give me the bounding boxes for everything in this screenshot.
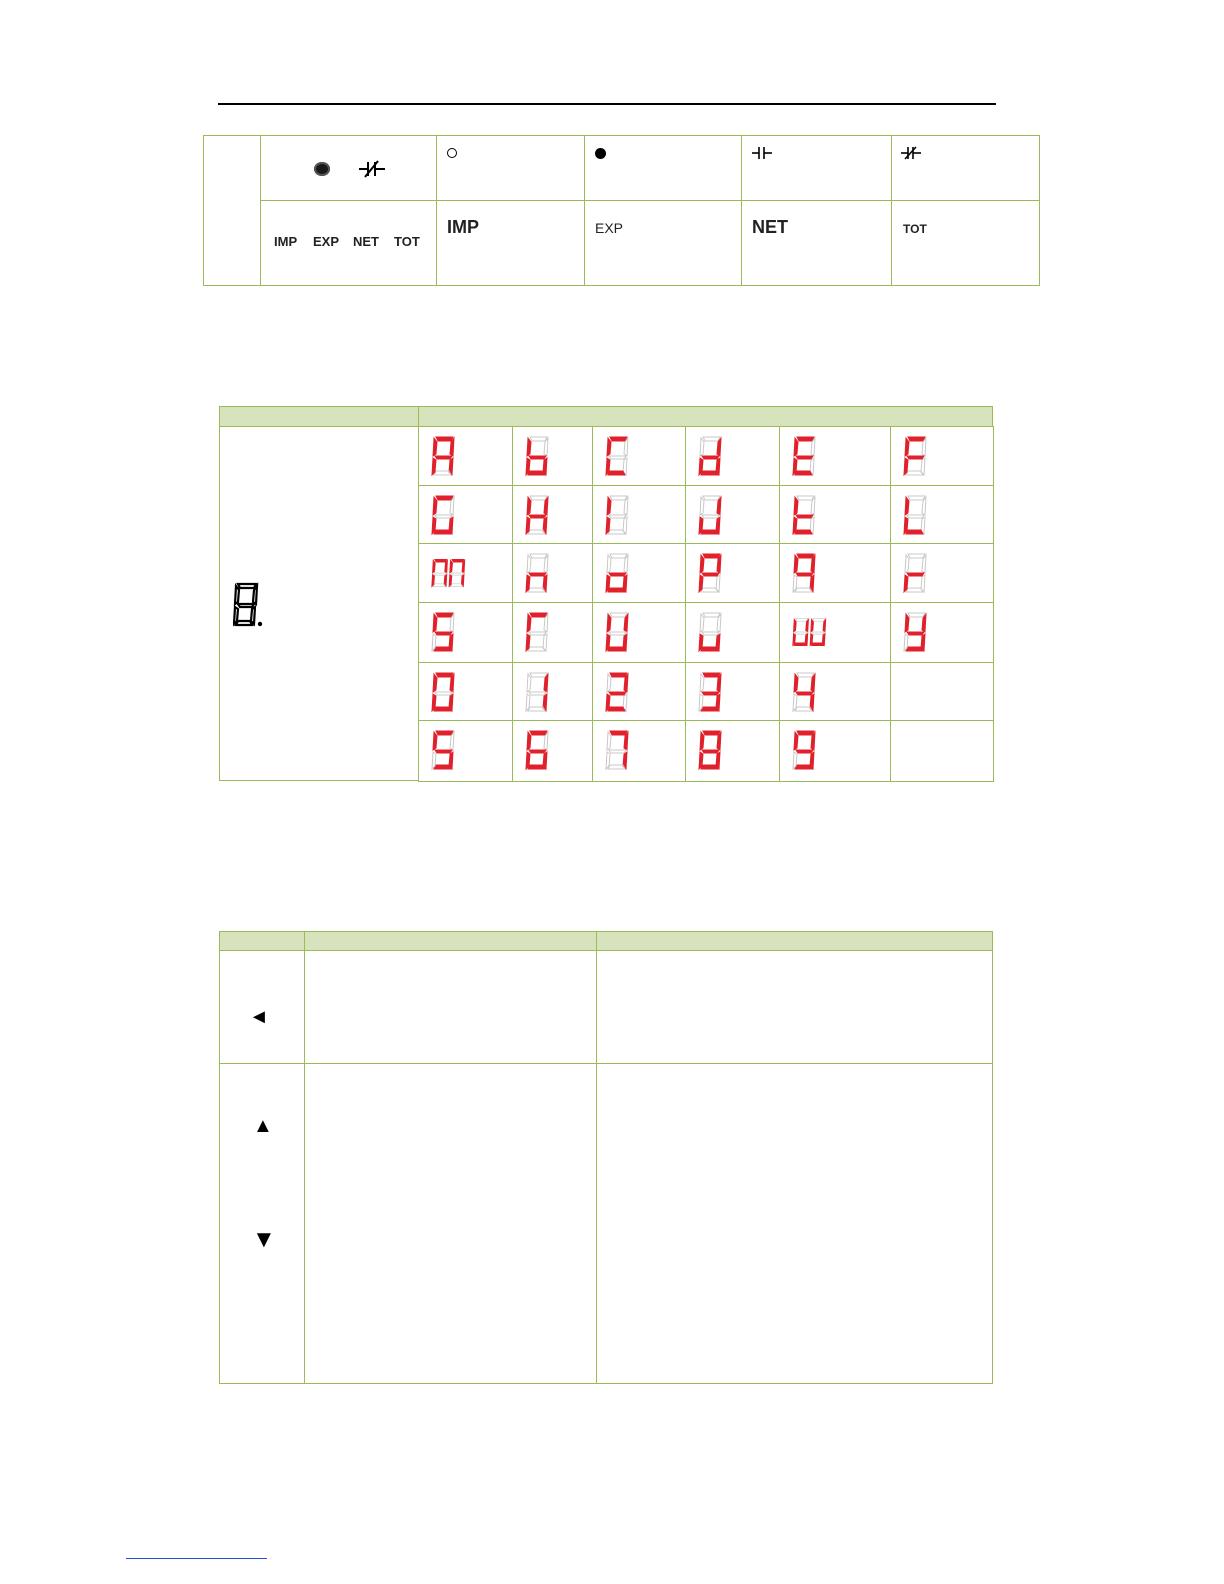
segment-glyph-8	[698, 730, 724, 770]
segment-glyph-5	[431, 730, 457, 770]
segment-cell	[592, 543, 686, 603]
left-arrow-icon: ◄	[249, 1006, 269, 1028]
legend-net: NET	[353, 234, 379, 249]
legend-imp: IMP	[274, 234, 298, 249]
segment-cell	[418, 602, 513, 663]
segment-cell	[418, 426, 513, 486]
header-rule	[218, 103, 996, 105]
header-cell-left	[219, 406, 419, 427]
segment-cell	[779, 426, 891, 486]
segment-cell	[592, 720, 686, 782]
desc-cell-left-1	[304, 950, 597, 1064]
label-cell-exp	[584, 200, 742, 286]
solid-circle-icon	[595, 148, 606, 159]
segment-glyph-6	[525, 730, 551, 770]
segment-glyph-U	[605, 612, 631, 652]
segment-cell	[592, 662, 686, 721]
label-cell-tot	[891, 200, 1040, 286]
header-cell-mode2	[596, 931, 993, 951]
segment-glyph-d	[698, 436, 724, 476]
segment-cell	[592, 485, 686, 544]
segment-cell	[685, 543, 780, 603]
segment-glyph-P	[698, 553, 724, 593]
segment-cell	[512, 662, 593, 721]
segment-glyph-T	[525, 612, 551, 652]
segment-glyph-2	[605, 672, 631, 712]
indicator-cell-4	[891, 135, 1040, 201]
segment-cell	[512, 485, 593, 544]
segment-glyph-M	[431, 553, 467, 593]
up-arrow-icon: ▲	[253, 1115, 273, 1137]
segment-glyph-1	[525, 672, 551, 712]
legend-cell-labels	[260, 200, 437, 286]
segment-cell	[685, 662, 780, 721]
segment-glyph-r	[903, 553, 929, 593]
segment-glyph-G	[431, 495, 457, 535]
label-cell-imp	[436, 200, 585, 286]
segment-cell	[890, 602, 994, 663]
label-tot: TOT	[903, 222, 927, 236]
segment-glyph-4	[792, 672, 818, 712]
segment-display-table	[219, 406, 993, 781]
legend-cell-symbols	[260, 135, 437, 201]
indicator-cell-2	[584, 135, 742, 201]
segment-glyph-y	[903, 612, 929, 652]
desc-cell-updown-1	[304, 1063, 597, 1384]
contact-closed-icon	[901, 146, 921, 160]
segment-cell	[779, 485, 891, 544]
desc-cell-updown-2	[596, 1063, 993, 1384]
segment-cell	[685, 485, 780, 544]
segment-cell	[418, 720, 513, 782]
label-imp: IMP	[447, 217, 480, 237]
segment-cell	[890, 720, 994, 782]
segment-cell	[685, 720, 780, 782]
segment-glyph-H	[525, 495, 551, 535]
segment-glyph-K	[792, 495, 818, 535]
segment-glyph-q	[792, 553, 818, 593]
label-cell-net	[741, 200, 892, 286]
segment-glyph-9	[792, 730, 818, 770]
digit-eight-icon	[233, 582, 265, 628]
footer-link-underline	[126, 1558, 267, 1559]
row-header-cell	[203, 135, 261, 286]
segment-cell	[418, 543, 513, 603]
segment-glyph-A	[431, 436, 457, 476]
segment-glyph-C	[605, 436, 631, 476]
segment-glyph-o	[605, 553, 631, 593]
segment-glyph-E	[792, 436, 818, 476]
segment-cell	[512, 602, 593, 663]
segment-cell	[890, 543, 994, 603]
segment-glyph-I	[605, 495, 631, 535]
segment-cell	[512, 720, 593, 782]
legend-exp: EXP	[313, 234, 340, 249]
segment-glyph-W	[792, 612, 828, 652]
segment-cell	[685, 602, 780, 663]
key-function-table	[219, 931, 993, 1384]
segment-cell	[779, 662, 891, 721]
segment-cell	[512, 426, 593, 486]
indicator-cell-3	[741, 135, 892, 201]
segment-cell	[592, 602, 686, 663]
segment-glyph-b	[525, 436, 551, 476]
header-cell-right	[418, 406, 993, 427]
segment-glyph-n	[525, 553, 551, 593]
contact-closed-icon	[359, 159, 385, 179]
label-net: NET	[752, 217, 788, 237]
open-circle-icon	[447, 148, 457, 158]
header-cell-mode1	[304, 931, 597, 951]
desc-cell-left-2	[596, 950, 993, 1064]
segment-cell	[779, 543, 891, 603]
indicator-table	[203, 135, 1040, 286]
digit-sample-cell	[219, 426, 419, 781]
segment-cell	[685, 426, 780, 486]
segment-cell	[890, 426, 994, 486]
segment-cell	[890, 485, 994, 544]
key-cell-left	[219, 950, 305, 1064]
legend-tot: TOT	[394, 234, 420, 249]
segment-cell	[779, 602, 891, 663]
segment-glyph-J	[698, 495, 724, 535]
down-arrow-icon: ▼	[252, 1226, 276, 1253]
segment-glyph-7	[605, 730, 631, 770]
segment-cell	[779, 720, 891, 782]
segment-glyph-V	[698, 612, 724, 652]
indicator-cell-1	[436, 135, 585, 201]
filled-circle-icon	[314, 162, 330, 176]
label-exp: EXP	[595, 220, 624, 236]
segment-cell	[592, 426, 686, 486]
segment-glyph-0	[431, 672, 457, 712]
segment-glyph-S	[431, 612, 457, 652]
segment-glyph-3	[698, 672, 724, 712]
segment-cell	[418, 485, 513, 544]
contact-open-icon	[752, 146, 772, 160]
header-cell-key	[219, 931, 305, 951]
segment-cell	[512, 543, 593, 603]
segment-glyph-F	[903, 436, 929, 476]
key-cell-updown	[219, 1063, 305, 1384]
segment-cell	[418, 662, 513, 721]
segment-cell	[890, 662, 994, 721]
segment-glyph-L	[903, 495, 929, 535]
